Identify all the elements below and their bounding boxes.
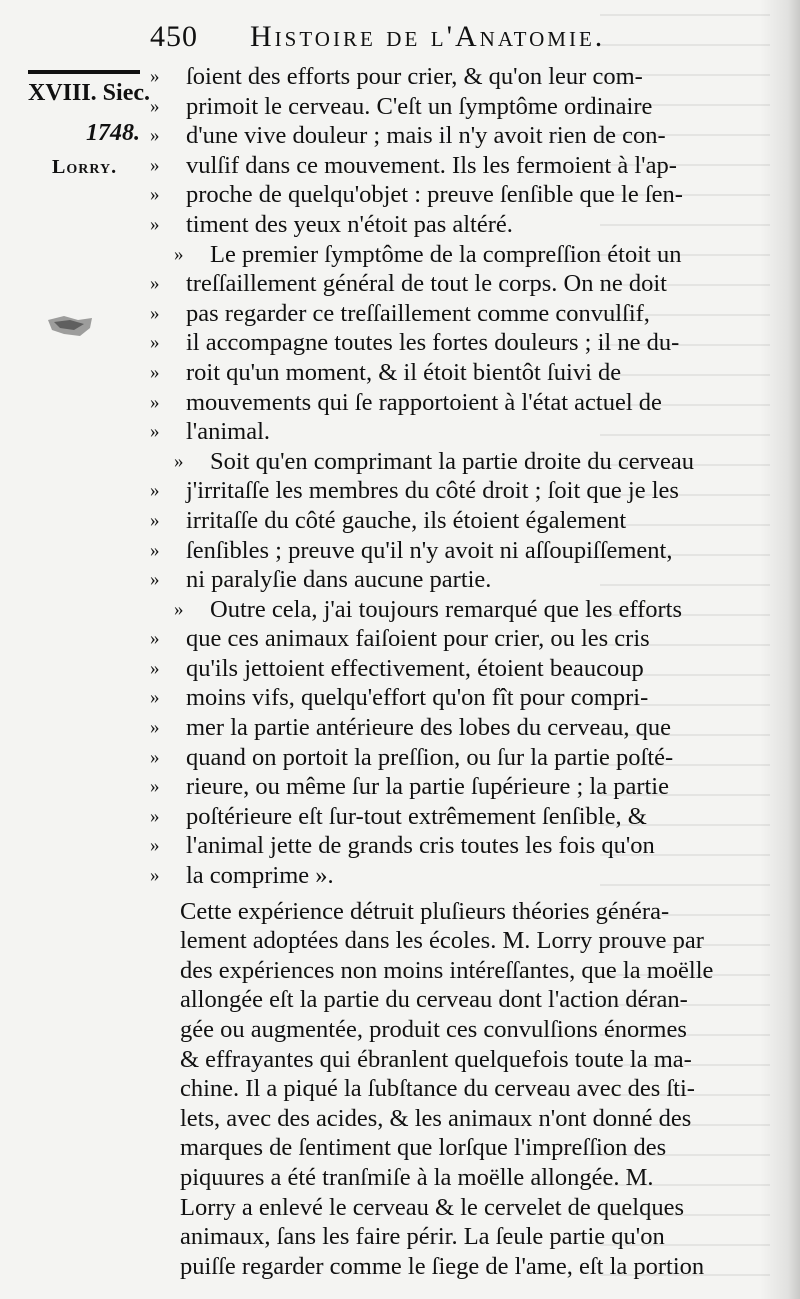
quote-mark: »: [150, 657, 159, 679]
quote-mark: »: [150, 66, 159, 87]
text-line: [150, 1222, 750, 1252]
line-text: pas regarder ce treſſaillement comme convulſif,: [186, 299, 650, 327]
line-text: mer la partie antérieure des lobes du cerveau, que: [186, 714, 671, 742]
quote-mark: »: [150, 628, 159, 650]
text-line: [150, 1074, 750, 1104]
quote-mark: »: [150, 746, 159, 768]
line-text: piquures a été tranſmiſe à la moëlle allongée. M.: [180, 1163, 654, 1191]
line-text: quand on portoit la preſſion, ou ſur la partie poſté-: [186, 743, 674, 771]
text-line: [150, 358, 750, 388]
line-text: vulſif dans ce mouvement. Ils les fermoient à l'ap-: [186, 151, 677, 179]
line-text: proche de quelqu'objet : preuve ſenſible que le ſen-: [186, 181, 683, 209]
line-text: poſtérieure eſt ſur-tout extrêmement ſenſible, &: [186, 802, 647, 830]
line-text: lement adoptées dans les écoles. M. Lorry prouve par: [180, 927, 704, 955]
line-text: & effrayantes qui ébranlent quelquefois toute la ma-: [180, 1045, 692, 1073]
line-text: treſſaillement général de tout le corps. On ne doit: [186, 270, 667, 298]
quote-mark: »: [174, 243, 183, 265]
text-line: [150, 713, 750, 743]
text-line: [150, 447, 750, 477]
line-text: l'animal jette de grands cris toutes les fois qu'on: [186, 832, 655, 860]
text-line: [150, 861, 750, 891]
text-line: [150, 1045, 750, 1075]
line-text: irritaſſe du côté gauche, ils étoient également: [186, 506, 627, 534]
quote-mark: »: [150, 421, 159, 443]
line-text: Le premier ſymptôme de la compreſſion étoit un: [210, 240, 682, 268]
running-title: Histoire de l'Anatomie.: [250, 20, 606, 53]
text-line: [150, 1252, 750, 1282]
text-line: [150, 654, 750, 684]
line-text: Cette expérience détruit pluſieurs théories généra-: [180, 897, 670, 925]
text-line: [150, 595, 750, 625]
line-text: Outre cela, j'ai toujours remarqué que les efforts: [210, 595, 683, 623]
text-line: [150, 1133, 750, 1163]
margin-century: XVIII. Siec.: [28, 80, 151, 106]
text-line: [150, 210, 750, 240]
text-line: [150, 299, 750, 329]
line-text: moins vifs, quelqu'effort qu'on fît pour compri-: [186, 684, 649, 712]
text-line: [150, 240, 750, 270]
text-line: [150, 62, 750, 92]
line-text: timent des yeux n'étoit pas altéré.: [186, 210, 513, 238]
line-text: qu'ils jettoient effectivement, étoient beaucoup: [186, 654, 644, 682]
quote-mark: »: [150, 480, 159, 502]
line-text: mouvements qui ſe rapportoient à l'état actuel de: [186, 388, 662, 416]
text-line: [150, 565, 750, 595]
text-line: [150, 683, 750, 713]
ink-smudge: [44, 312, 96, 340]
quote-mark: »: [150, 332, 159, 354]
quote-mark: »: [150, 361, 159, 383]
quote-mark: »: [150, 125, 159, 147]
main-text: [150, 62, 750, 1281]
quote-mark: »: [150, 865, 159, 887]
line-text: il accompagne toutes les fortes douleurs ; il ne du-: [186, 329, 680, 357]
text-line: [150, 1163, 750, 1193]
quote-mark: »: [150, 569, 159, 591]
text-line: [150, 926, 750, 956]
quote-mark: »: [150, 776, 159, 798]
quote-mark: »: [150, 95, 159, 117]
quote-mark: »: [150, 687, 159, 709]
line-text: Lorry a enlevé le cerveau & le cervelet de quelques: [180, 1193, 685, 1221]
quote-mark: »: [150, 154, 159, 176]
text-line: [150, 388, 750, 418]
line-text: puiſſe regarder comme le ſiege de l'ame, eſt la portion: [180, 1252, 705, 1280]
quote-mark: »: [150, 509, 159, 531]
line-text: primoit le cerveau. C'eſt un ſymptôme ordinaire: [186, 92, 653, 120]
line-text: gée ou augmentée, produit ces convulſions énormes: [180, 1016, 687, 1043]
text-line: [150, 1193, 750, 1223]
text-line: [150, 476, 750, 506]
text-line: [150, 985, 750, 1015]
line-text: rieure, ou même ſur la partie ſupérieure ; la partie: [186, 773, 669, 801]
line-text: marques de ſentiment que lorſque l'impreſſion des: [180, 1134, 667, 1162]
text-line: [150, 121, 750, 151]
line-text: animaux, ſans les faire périr. La ſeule partie qu'on: [180, 1223, 665, 1251]
line-text: allongée eſt la partie du cerveau dont l'action déran-: [180, 986, 688, 1014]
text-line: [150, 92, 750, 122]
text-line: [150, 743, 750, 773]
line-text: des expériences non moins intéreſſantes, que la moëlle: [180, 956, 714, 984]
text-line: [150, 180, 750, 210]
margin-rule: [28, 70, 140, 74]
text-line: [150, 897, 750, 927]
quote-mark: »: [150, 302, 159, 324]
text-line: [150, 956, 750, 986]
line-text: chine. Il a piqué la ſubſtance du cerveau avec des ſti-: [180, 1075, 695, 1103]
text-line: [150, 417, 750, 447]
line-text: ni paralyſie dans aucune partie.: [186, 566, 492, 594]
line-text: que ces animaux faiſoient pour crier, ou les cris: [186, 625, 650, 653]
quote-mark: »: [150, 273, 159, 295]
text-line: [150, 802, 750, 832]
quote-mark: »: [150, 539, 159, 561]
line-text: ſoient des efforts pour crier, & qu'on leur com-: [186, 63, 643, 90]
line-text: lets, avec des acides, & les animaux n'ont donné des: [180, 1104, 692, 1132]
text-line: [150, 1104, 750, 1134]
quote-mark: »: [150, 805, 159, 827]
text-line: [150, 151, 750, 181]
text-line: [150, 269, 750, 299]
text-line: [150, 772, 750, 802]
line-text: Soit qu'en comprimant la partie droite du cerveau: [210, 447, 695, 475]
text-line: [150, 328, 750, 358]
page-number: 450: [150, 20, 198, 53]
margin-year: 1748.: [86, 120, 140, 146]
quote-mark: »: [150, 835, 159, 857]
quote-mark: »: [150, 391, 159, 413]
line-text: d'une vive douleur ; mais il n'y avoit rien de con-: [186, 122, 666, 150]
quote-mark: »: [150, 184, 159, 206]
quote-mark: »: [174, 450, 183, 472]
line-text: j'irritaſſe les membres du côté droit ; ſoit que je les: [186, 477, 679, 505]
line-text: la comprime ».: [186, 862, 334, 890]
text-line: [150, 506, 750, 536]
text-line: [150, 624, 750, 654]
page-edge-shadow: [760, 0, 800, 1299]
line-text: l'animal.: [186, 418, 271, 446]
text-line: [150, 1015, 750, 1045]
margin-author: Lorry.: [52, 156, 118, 178]
text-line: [150, 831, 750, 861]
quote-mark: »: [174, 598, 183, 620]
page-header: [150, 18, 750, 62]
text-line: [150, 536, 750, 566]
quote-mark: »: [150, 717, 159, 739]
line-text: roit qu'un moment, & il étoit bientôt ſuivi de: [186, 358, 622, 386]
line-text: ſenſibles ; preuve qu'il n'y avoit ni aſſoupiſſement,: [186, 536, 673, 564]
quote-mark: »: [150, 213, 159, 235]
